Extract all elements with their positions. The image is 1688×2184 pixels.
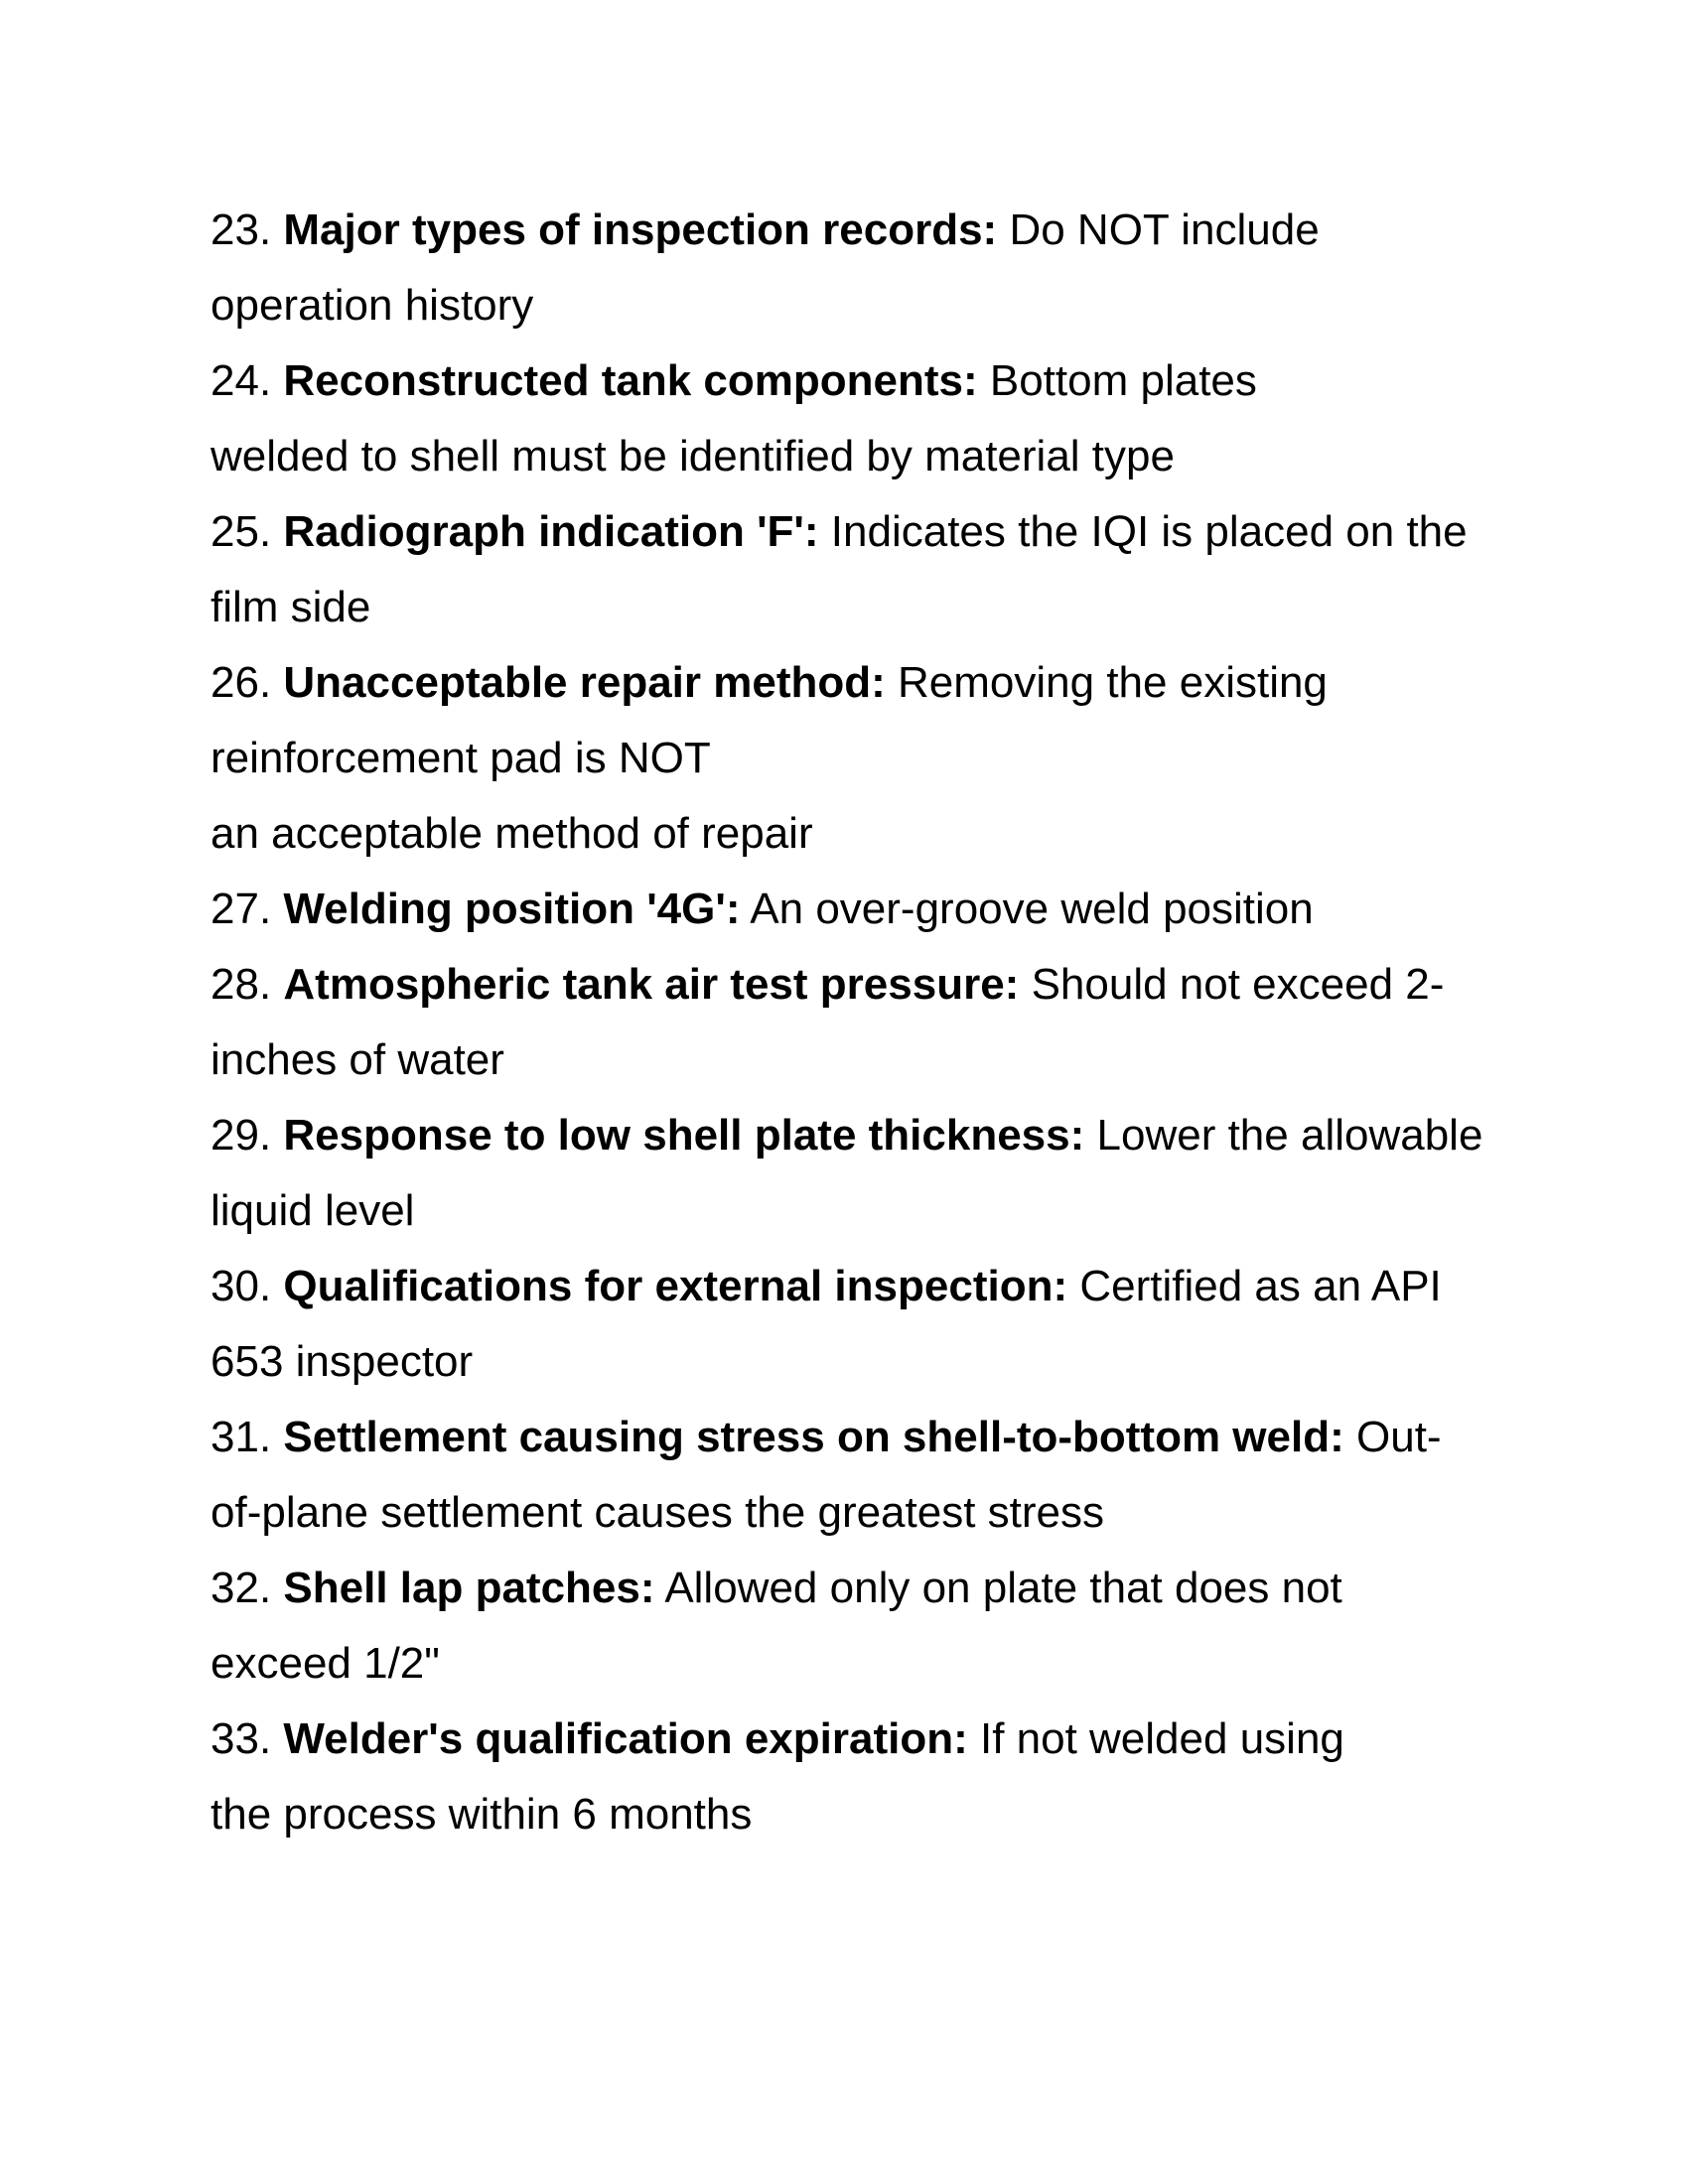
item-continuation-line: of-plane settlement causes the greatest stress [211, 1488, 1105, 1537]
item-text: Do NOT include [1009, 205, 1320, 254]
item-first-line [211, 494, 1501, 570]
item-term: Atmospheric tank air test pressure: [283, 960, 1020, 1009]
item-number: 23. [211, 205, 272, 254]
list-item [211, 1400, 1501, 1551]
list-item [211, 193, 1501, 343]
item-continuation-line: 653 inspector [211, 1337, 474, 1386]
item-first-line [211, 343, 1501, 419]
item-continuation-line: film side [211, 583, 371, 631]
document-page [211, 193, 1501, 1852]
item-text: Should not exceed 2- [1031, 960, 1445, 1009]
item-continuation-line: inches of water [211, 1035, 504, 1084]
item-term: Settlement causing stress on shell-to-bottom weld: [283, 1413, 1344, 1461]
item-first-line [211, 947, 1501, 1023]
item-term: Reconstructed tank components: [283, 356, 978, 405]
list-item [211, 494, 1501, 645]
item-number: 29. [211, 1111, 272, 1160]
item-text: Bottom plates [989, 356, 1257, 405]
item-number: 30. [211, 1262, 272, 1310]
item-number: 25. [211, 507, 272, 556]
item-first-line [211, 1551, 1501, 1626]
item-first-line [211, 193, 1501, 268]
item-number: 26. [211, 658, 272, 707]
list-item [211, 872, 1501, 947]
list-item [211, 1098, 1501, 1249]
item-continuation-line: the process within 6 months [211, 1790, 753, 1839]
item-number: 33. [211, 1714, 272, 1763]
list-item [211, 645, 1501, 872]
item-number: 27. [211, 885, 272, 933]
list-item [211, 947, 1501, 1098]
item-term: Welding position '4G': [283, 885, 741, 933]
item-text: An over-groove weld position [750, 885, 1314, 933]
item-term: Qualifications for external inspection: [283, 1262, 1068, 1310]
item-first-line [211, 1249, 1501, 1324]
list-item [211, 1702, 1501, 1852]
item-term: Welder's qualification expiration: [283, 1714, 968, 1763]
item-first-line [211, 872, 1501, 947]
item-number: 32. [211, 1564, 272, 1612]
item-term: Major types of inspection records: [283, 205, 998, 254]
item-term: Radiograph indication 'F': [283, 507, 819, 556]
item-continuation-line: reinforcement pad is NOT [211, 734, 711, 782]
list-item [211, 343, 1501, 494]
item-continuation-line: operation history [211, 281, 534, 330]
list-item [211, 1249, 1501, 1400]
item-text: Allowed only on plate that does not [664, 1564, 1342, 1612]
item-term: Unacceptable repair method: [283, 658, 886, 707]
item-first-line [211, 1702, 1501, 1777]
list-item [211, 1551, 1501, 1702]
item-first-line [211, 1400, 1501, 1475]
item-text: If not welded using [979, 1714, 1344, 1763]
item-number: 28. [211, 960, 272, 1009]
item-term: Response to low shell plate thickness: [283, 1111, 1085, 1160]
item-text: Certified as an API [1079, 1262, 1442, 1310]
item-continuation-line: welded to shell must be identified by material type [211, 432, 1175, 480]
item-term: Shell lap patches: [283, 1564, 655, 1612]
item-first-line [211, 1098, 1501, 1173]
item-number: 31. [211, 1413, 272, 1461]
item-text: Removing the existing [898, 658, 1328, 707]
item-continuation-line: an acceptable method of repair [211, 809, 813, 858]
item-text: Out- [1356, 1413, 1442, 1461]
item-continuation-line: liquid level [211, 1186, 415, 1235]
item-text: Indicates the IQI is placed on the [830, 507, 1468, 556]
item-first-line [211, 645, 1501, 721]
item-number: 24. [211, 356, 272, 405]
item-text: Lower the allowable [1096, 1111, 1483, 1160]
item-continuation-line: exceed 1/2" [211, 1639, 440, 1688]
